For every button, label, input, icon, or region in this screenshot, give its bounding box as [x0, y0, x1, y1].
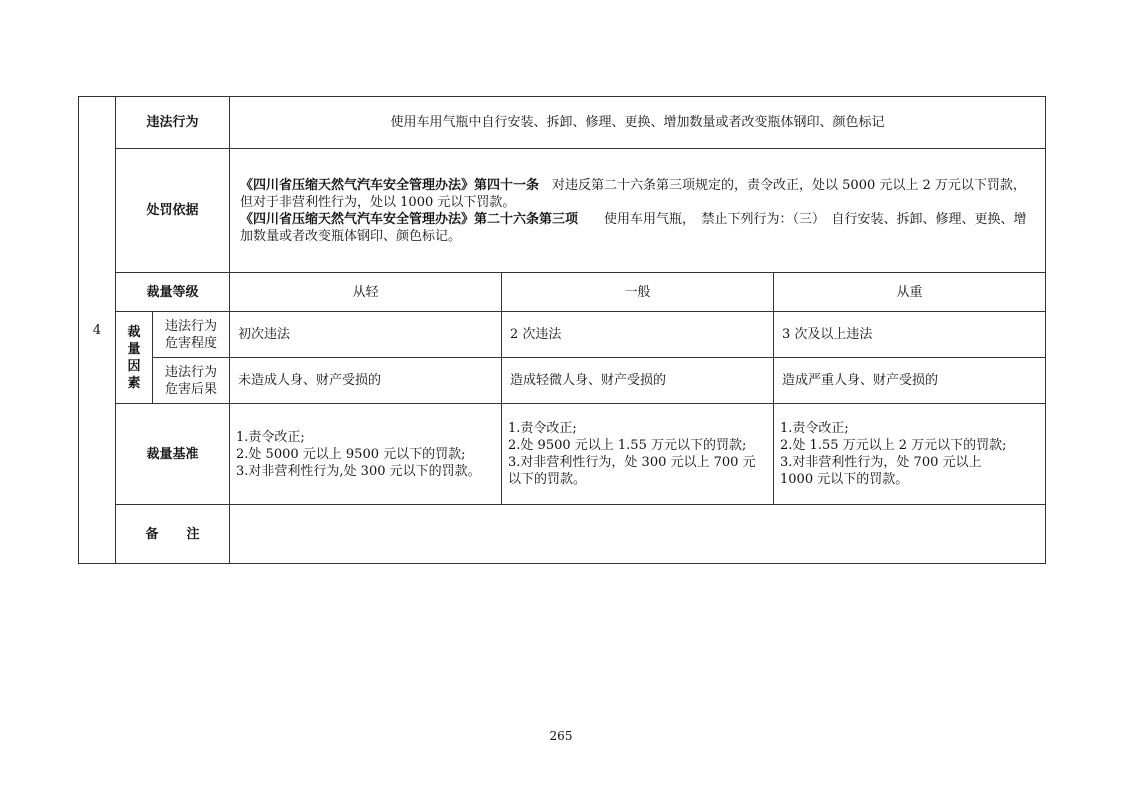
standard-general: 1.责令改正; 2.处 9500 元以上 1.55 万元以下的罚款; 3.对非营利性行为，处 300 元以上 700 元 以下的罚款。: [502, 404, 774, 505]
consequence-label: 违法行为 危害后果: [153, 358, 230, 404]
page-number: 265: [549, 729, 573, 743]
consequence-light: 未造成人身、财产受损的: [230, 358, 502, 404]
degree-heavy: 3 次及以上违法: [774, 312, 1046, 358]
degree-general: 2 次违法: [502, 312, 774, 358]
basis-label: 处罚依据: [116, 149, 230, 273]
law1-title: 《四川省压缩天然气汽车安全管理办法》第四十一条: [240, 177, 540, 193]
consequence-general: 造成轻微人身、财产受损的: [502, 358, 774, 404]
violation-label: 违法行为: [116, 97, 230, 149]
levels-label: 裁量等级: [116, 273, 230, 312]
consequence-heavy: 造成严重人身、财产受损的: [774, 358, 1046, 404]
level-heavy: 从重: [774, 273, 1046, 312]
violation-text: 使用车用气瓶中自行安装、拆卸、修理、更换、增加数量或者改变瓶体钢印、颜色标记: [230, 97, 1046, 149]
standard-light: 1.责令改正; 2.处 5000 元以上 9500 元以下的罚款; 3.对非营利性行为,处 300 元以下的罚款。: [230, 404, 502, 505]
level-general: 一般: [502, 273, 774, 312]
degree-light: 初次违法: [230, 312, 502, 358]
law2-text: 使用车用气瓶， 禁止下列行为：（三） 自行安装、拆卸、修理、更换、增加数量或者改变瓶体钢印、颜色标记。: [240, 211, 1027, 244]
law2-title: 《四川省压缩天然气汽车安全管理办法》第二十六条第三项: [240, 211, 579, 227]
row-number: 4: [79, 97, 116, 564]
level-light: 从轻: [230, 273, 502, 312]
basis-text: [230, 149, 1046, 273]
factors-label: 裁 量 因 素: [116, 312, 153, 404]
remark-label: 备注: [116, 505, 230, 564]
remark-text: [230, 505, 1046, 564]
law1-text: 对违反第二十六条第三项规定的，责令改正，处以 5000 元以上 2 万元以下罚款，但对于非营利性行为，处以 1000 元以下罚款。: [240, 177, 1026, 210]
standard-label: 裁量基准: [116, 404, 230, 505]
penalty-discretion-table: [78, 96, 1046, 564]
degree-label: 违法行为 危害程度: [153, 312, 230, 358]
standard-heavy: 1.责令改正; 2.处 1.55 万元以上 2 万元以下的罚款; 3.对非营利性行为，处 700 元以上 1000 元以下的罚款。: [774, 404, 1046, 505]
